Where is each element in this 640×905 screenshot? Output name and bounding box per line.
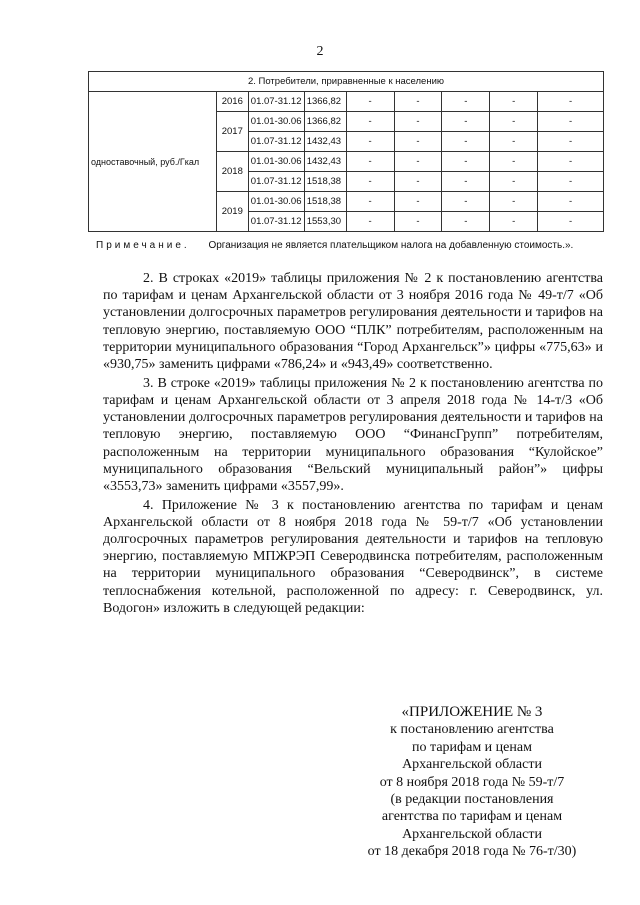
- dash-cell: -: [394, 212, 442, 232]
- table-group-header-row: [89, 72, 604, 92]
- appendix-line: (в редакции постановления: [390, 792, 554, 808]
- paragraph-4: 4. Приложение № 3 к постановлению агентства по тарифам и ценам Архангельской области от 8 ноября 2018 года № 59-т/7 «Об установлении долгосрочных параметров регулирования деятельности и тарифов на тепловую энергию, поставляемую МПЖРЭП Северодвинска потребителям, расположенным на территории муниципального образования “Северодвинск”, в системе теплоснабжения котельной, расположенной по адресу: г. Северодвинск, ул. Водогон» изложить в следующей редакции:: [103, 497, 603, 616]
- year-cell: 2016: [216, 92, 248, 112]
- appendix-line: Архангельской области: [402, 826, 542, 842]
- value-cell: 1366,82: [304, 112, 346, 132]
- dash-cell: -: [538, 212, 604, 232]
- paragraph-2: 2. В строках «2019» таблицы приложения № 2 к постановлению агентства по тарифам и ценам Архангельской области от 3 ноября 2016 года № 49-т/7 «Об установлении долгосрочных параметров регулирования деятельности и тарифов на тепловую энергию, поставляемую ООО “ПЛК” потребителям, расположенным на территории муниципального образования “Город Архангельск”» цифры «775,63» и «930,75» заменить цифрами «786,24» и «943,49» соответственно.: [103, 271, 603, 373]
- year-cell: 2019: [216, 192, 248, 232]
- value-cell: 1366,82: [304, 92, 346, 112]
- period-cell: 01.07-31.12: [248, 92, 304, 112]
- dash-cell: -: [346, 152, 394, 172]
- dash-cell: -: [442, 112, 490, 132]
- value-cell: 1518,38: [304, 192, 346, 212]
- dash-cell: -: [538, 112, 604, 132]
- period-cell: 01.07-31.12: [248, 212, 304, 232]
- dash-cell: -: [538, 172, 604, 192]
- page-number: 2: [316, 44, 324, 59]
- appendix-line: к постановлению агентства: [390, 722, 554, 738]
- note-text: Организация не является плательщиком налога на добавленную стоимость.».: [208, 240, 574, 251]
- group-header: 2. Потребители, приравненные к населению: [89, 72, 604, 92]
- appendix-header: [340, 704, 604, 861]
- dash-cell: -: [346, 92, 394, 112]
- dash-cell: -: [538, 192, 604, 212]
- dash-cell: -: [490, 192, 538, 212]
- appendix-line: по тарифам и ценам: [412, 739, 532, 755]
- note: [96, 240, 573, 251]
- dash-cell: -: [394, 192, 442, 212]
- dash-cell: -: [442, 132, 490, 152]
- period-cell: 01.01-30.06: [248, 152, 304, 172]
- value-cell: 1432,43: [304, 132, 346, 152]
- dash-cell: -: [442, 212, 490, 232]
- period-cell: 01.01-30.06: [248, 192, 304, 212]
- year-cell: 2018: [216, 152, 248, 192]
- dash-cell: -: [394, 152, 442, 172]
- period-cell: 01.07-31.12: [248, 172, 304, 192]
- value-cell: 1518,38: [304, 172, 346, 192]
- dash-cell: -: [346, 212, 394, 232]
- dash-cell: -: [394, 132, 442, 152]
- dash-cell: -: [442, 192, 490, 212]
- appendix-line: агентства по тарифам и ценам: [381, 809, 563, 825]
- table-row: [89, 92, 604, 112]
- dash-cell: -: [346, 192, 394, 212]
- dash-cell: -: [346, 172, 394, 192]
- dash-cell: -: [346, 112, 394, 132]
- year-cell: 2017: [216, 112, 248, 152]
- dash-cell: -: [346, 132, 394, 152]
- body-text: [103, 270, 603, 619]
- period-cell: 01.01-30.06: [248, 112, 304, 132]
- dash-cell: -: [394, 92, 442, 112]
- dash-cell: -: [538, 132, 604, 152]
- appendix-line: Архангельской области: [402, 757, 542, 773]
- value-cell: 1432,43: [304, 152, 346, 172]
- dash-cell: -: [538, 152, 604, 172]
- dash-cell: -: [490, 132, 538, 152]
- value-cell: 1553,30: [304, 212, 346, 232]
- dash-cell: -: [442, 172, 490, 192]
- paragraph-3: 3. В строке «2019» таблицы приложения № 2 к постановлению агентства по тарифам и ценам Архангельской области от 3 апреля 2018 года № 14-т/3 «Об установлении долгосрочных параметров регулирования деятельности и тарифов на тепловую энергию, поставляемую ООО “ФинансГрупп” потребителям, расположенным на территории муниципального образования “Кулойское” муниципального образования “Вельский муниципальный район”» цифры «3553,73» заменить цифрами «3557,99».: [103, 375, 603, 494]
- dash-cell: -: [442, 152, 490, 172]
- note-label: Примечание.: [96, 240, 190, 251]
- dash-cell: -: [442, 92, 490, 112]
- dash-cell: -: [490, 212, 538, 232]
- dash-cell: -: [538, 92, 604, 112]
- dash-cell: -: [394, 112, 442, 132]
- tariff-table: [88, 71, 604, 232]
- dash-cell: -: [490, 112, 538, 132]
- appendix-line: от 8 ноября 2018 года № 59-т/7: [379, 774, 565, 790]
- dash-cell: -: [490, 92, 538, 112]
- appendix-title: «ПРИЛОЖЕНИЕ № 3: [401, 704, 543, 720]
- unit-cell: одноставочный, руб./Гкал: [89, 92, 217, 232]
- dash-cell: -: [490, 172, 538, 192]
- appendix-line: от 18 декабря 2018 года № 76-т/30): [367, 844, 577, 860]
- dash-cell: -: [490, 152, 538, 172]
- dash-cell: -: [394, 172, 442, 192]
- period-cell: 01.07-31.12: [248, 132, 304, 152]
